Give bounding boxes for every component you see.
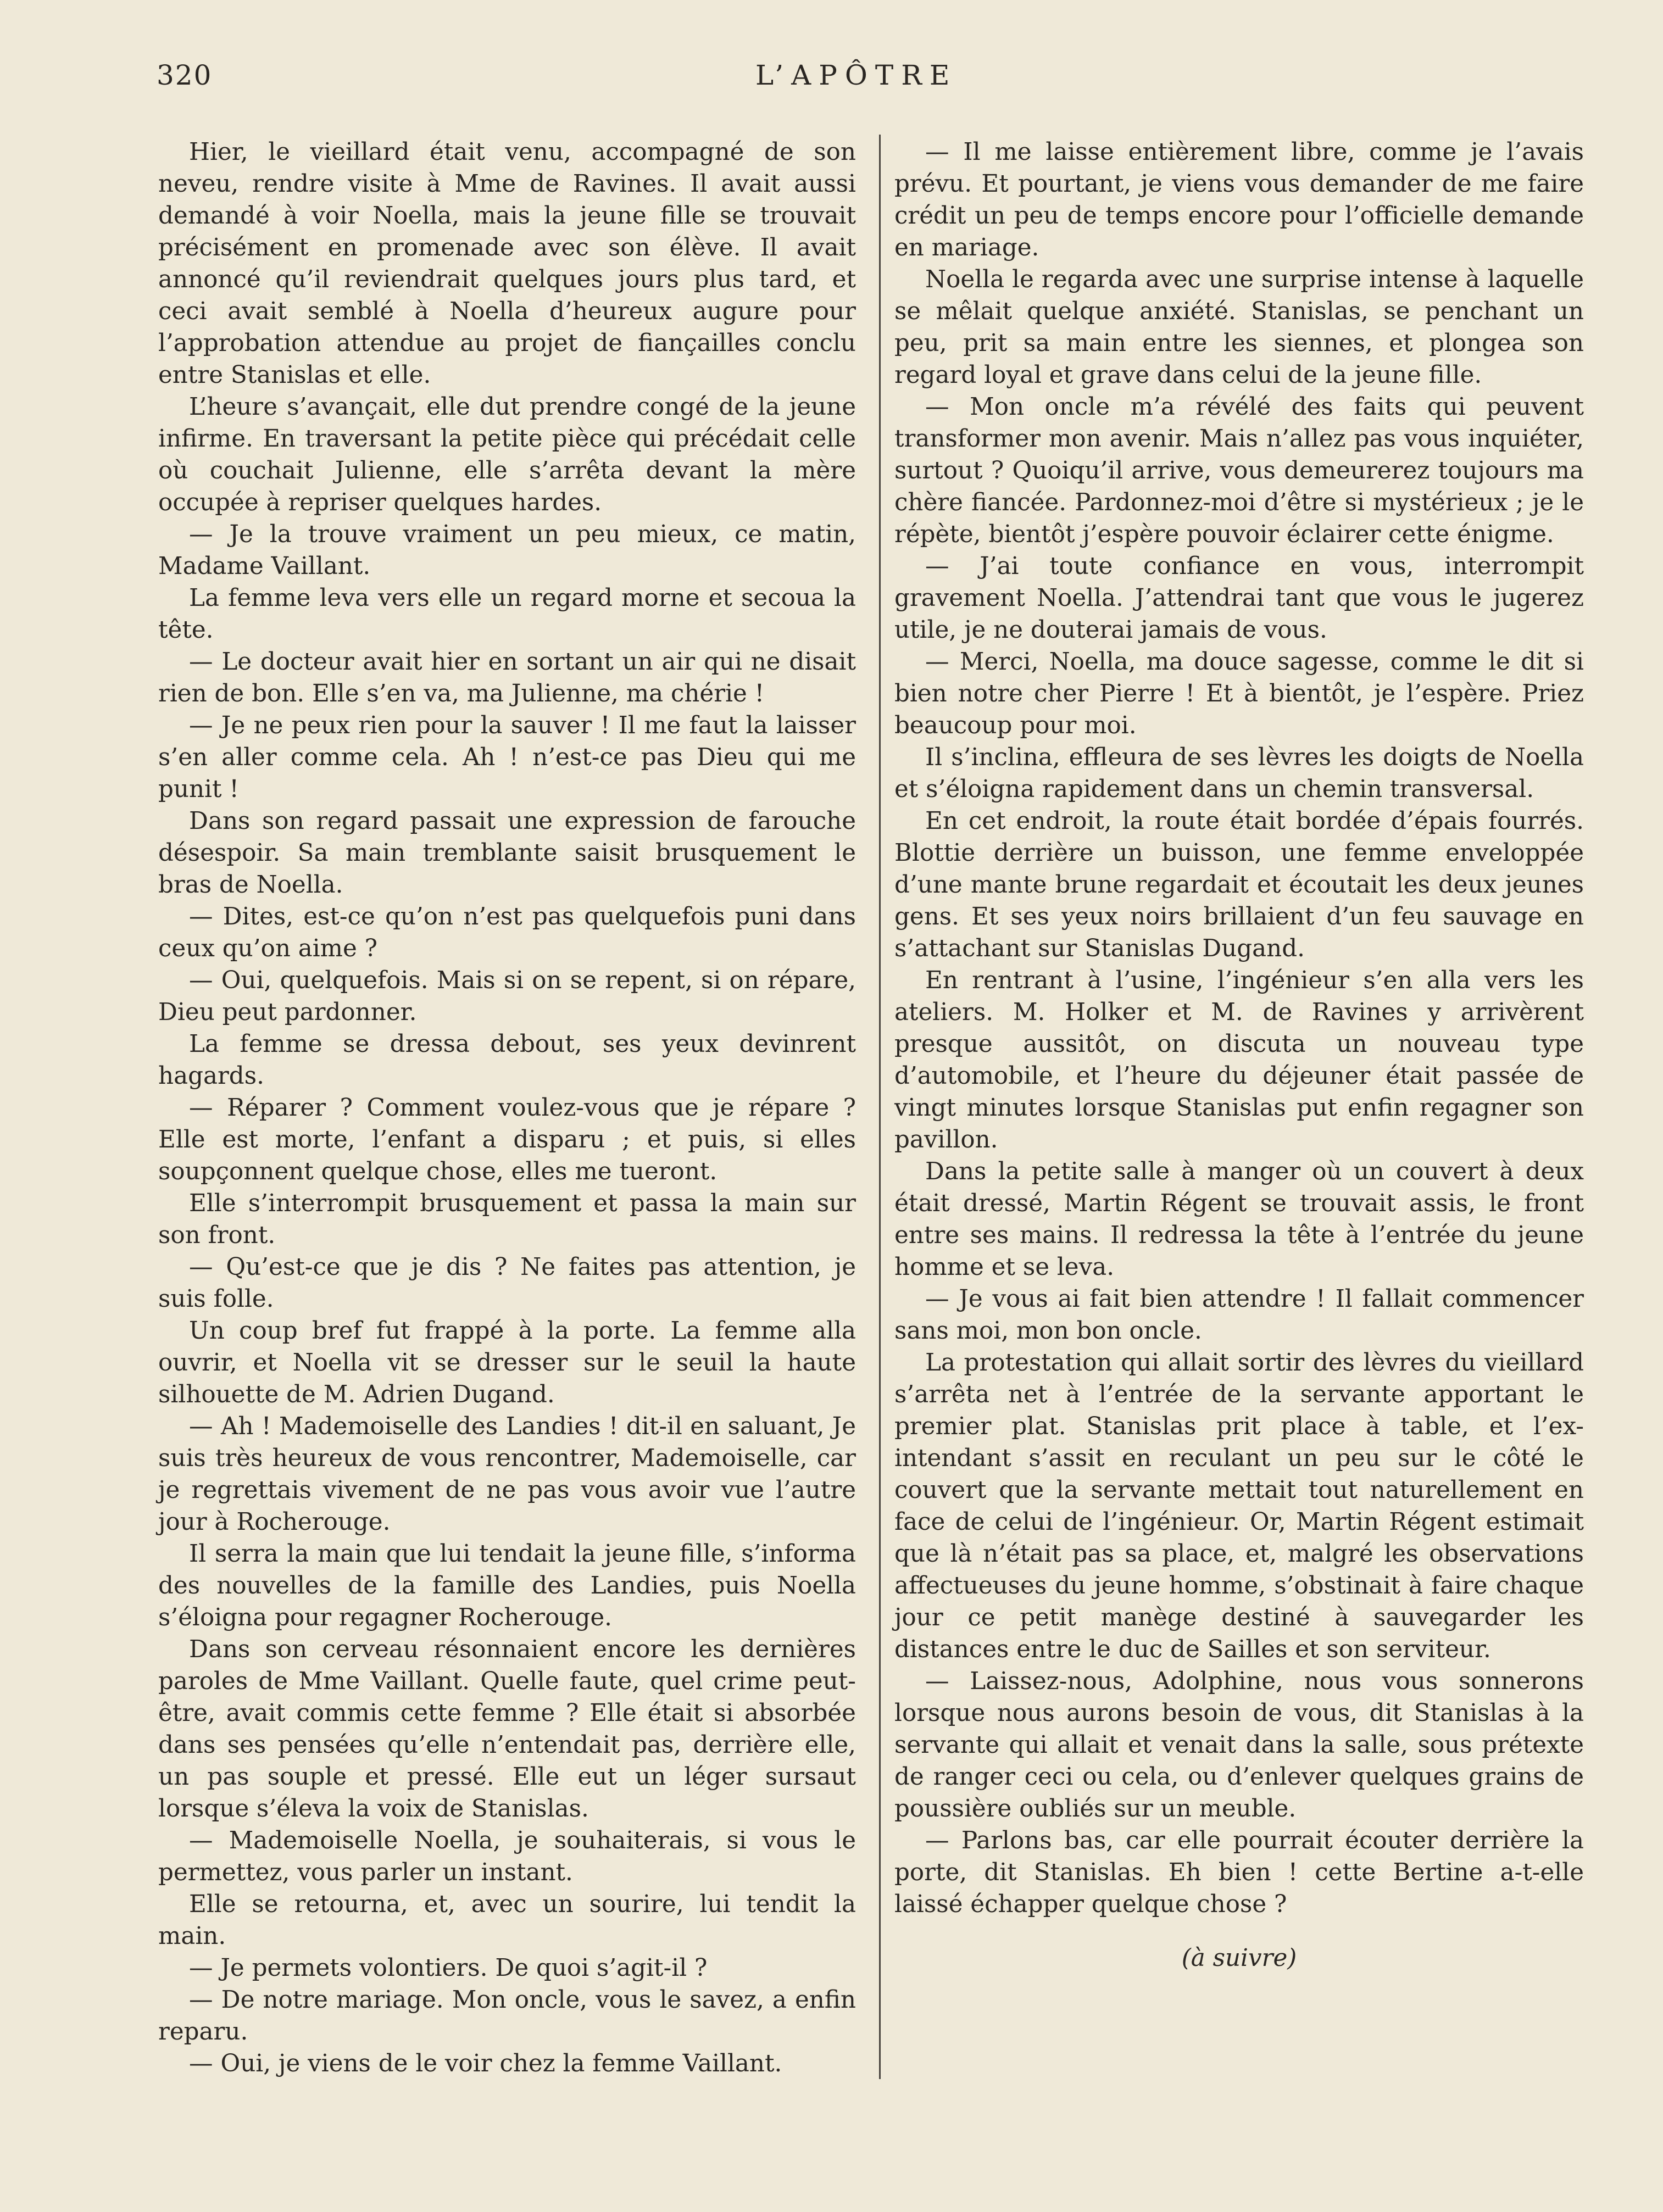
page-header <box>157 59 1536 103</box>
paragraph: En cet endroit, la route était bordée d’épais fourrés. Blottie derrière un buisson, une femme enveloppée d’une mante brune regardait et écoutait les deux jeunes gens. Et ses yeux noirs brillaient d’un feu sauvage en s’attachant sur Stanislas Dugand. <box>894 807 1584 962</box>
paragraph: La protestation qui allait sortir des lèvres du vieillard s’arrêta net à l’entrée de la servante apportant le premier plat. Stanislas prit place à table, et l’ex-intendant s’assit en reculant un peu sur le côté le couvert que la servante mettait tout naturellement en face de celui de l’ingénieur. Or, Martin Régent estimait que là n’était pas sa place, et, malgré les observations affectueuses du jeune homme, s’obstinait à faire chaque jour ce petit manège destiné à sauvegarder les distances entre le duc de Sailles et son serviteur. <box>894 1349 1584 1663</box>
paragraph: La femme se dressa debout, ses yeux devinrent hagards. <box>158 1030 856 1090</box>
paragraph: — Il me laisse entièrement libre, comme je l’avais prévu. Et pourtant, je viens vous demander de me faire crédit un peu de temps encore pour l’officielle demande en mariage. <box>894 138 1584 261</box>
paragraph: Dans son cerveau résonnaient encore les dernières paroles de Mme Vaillant. Quelle faute, quel crime peut-être, avait commis cette femme ? Elle était si absorbée dans ses pensées qu’elle n’entendait pas, derrière elle, un pas souple et pressé. Elle eut un léger sursaut lorsque s’éleva la voix de Stanislas. <box>158 1636 856 1823</box>
paragraph: — Je la trouve vraiment un peu mieux, ce matin, Madame Vaillant. <box>158 521 856 580</box>
paragraph: — Mademoiselle Noella, je souhaiterais, si vous le permettez, vous parler un instant. <box>158 1827 856 1886</box>
paragraph: Elle se retourna, et, avec un sourire, lui tendit la main. <box>158 1891 856 1950</box>
paragraph: — Mon oncle m’a révélé des faits qui peuvent transformer mon avenir. Mais n’allez pas vous inquiéter, surtout ? Quoiqu’il arrive, vous demeurerez toujours ma chère fiancée. Pardonnez-moi d’être si mystérieux ; je le répète, bientôt j’espère pouvoir éclairer cette énigme. <box>894 393 1584 548</box>
paragraph: — J’ai toute confiance en vous, interrompit gravement Noella. J’attendrai tant que vous le jugerez utile, je ne douterai jamais de vous. <box>894 553 1584 644</box>
paragraph: — Ah ! Mademoiselle des Landies ! dit-il en saluant, Je suis très heureux de vous rencontrer, Mademoiselle, car je regrettais vivement de ne pas vous avoir vue l’autre jour à Rocherouge. <box>158 1413 856 1536</box>
paragraph: — Je permets volontiers. De quoi s’agit-il ? <box>189 1954 708 1982</box>
paragraph: En rentrant à l’usine, l’ingénieur s’en alla vers les ateliers. M. Holker et M. de Ravines y arrivèrent presque aussitôt, on discuta un nouveau type d’automobile, et l’heure du déjeuner était passée de vingt minutes lorsque Stanislas put enfin regagner son pavillon. <box>894 967 1584 1154</box>
paragraph: — Je vous ai fait bien attendre ! Il fallait commencer sans moi, mon bon oncle. <box>894 1285 1584 1345</box>
paragraph: Noella le regarda avec une surprise intense à laquelle se mêlait quelque anxiété. Stanislas, se penchant un peu, prit sa main entre les siennes, et plongea son regard loyal et grave dans celui de la jeune fille. <box>894 266 1584 389</box>
paragraph: — Réparer ? Comment voulez-vous que je répare ? Elle est morte, l’enfant a disparu ; et puis, si elles soupçonnent quelque chose, elles me tueront. <box>158 1094 856 1185</box>
paragraph: La femme leva vers elle un regard morne et secoua la tête. <box>158 584 856 644</box>
left-column <box>158 136 856 2080</box>
paragraph: Il serra la main que lui tendait la jeune fille, s’informa des nouvelles de la famille des Landies, puis Noella s’éloigna pour regagner Rocherouge. <box>158 1540 856 1631</box>
right-column <box>894 136 1584 1974</box>
paragraph: — Oui, quelquefois. Mais si on se repent, si on répare, Dieu peut pardonner. <box>158 967 856 1026</box>
paragraph: Il s’inclina, effleura de ses lèvres les doigts de Noella et s’éloigna rapidement dans un chemin transversal. <box>894 744 1584 803</box>
paragraph: — Laissez-nous, Adolphine, nous vous sonnerons lorsque nous aurons besoin de vous, dit Stanislas à la servante qui allait et venait dans la salle, sous prétexte de ranger ceci ou cela, ou d’enlever quelques grains de poussière oubliés sur un meuble. <box>894 1668 1584 1823</box>
running-title: L’APÔTRE <box>755 59 958 91</box>
paragraph: L’heure s’avançait, elle dut prendre congé de la jeune infirme. En traversant la petite pièce qui précédait celle où couchait Julienne, elle s’arrêta devant la mère occupée à repriser quelques hardes. <box>158 393 856 516</box>
paragraph: Hier, le vieillard était venu, accompagné de son neveu, rendre visite à Mme de Ravines. Il avait aussi demandé à voir Noella, mais la jeune fille se trouvait précisément en promenade avec son élève. Il avait annoncé qu’il reviendrait quelques jours plus tard, et ceci avait semblé à Noella d’heureux augure pour l’approbation attendue au projet de fiançailles conclu entre Stanislas et elle. <box>158 138 856 389</box>
paragraph: — Je ne peux rien pour la sauver ! Il me faut la laisser s’en aller comme cela. Ah ! n’est-ce pas Dieu qui me punit ! <box>158 712 856 803</box>
paragraph: — Dites, est-ce qu’on n’est pas quelquefois puni dans ceux qu’on aime ? <box>158 903 856 962</box>
paragraph: Elle s’interrompit brusquement et passa la main sur son front. <box>158 1190 856 1249</box>
paragraph: — Parlons bas, car elle pourrait écouter derrière la porte, dit Stanislas. Eh bien ! cette Bertine a-t-elle laissé échapper quelque chose ? <box>894 1827 1584 1918</box>
paragraph: Dans la petite salle à manger où un couvert à deux était dressé, Martin Régent se trouvait assis, le front entre ses mains. Il redressa la tête à l’entrée du jeune homme et se leva. <box>894 1158 1584 1281</box>
paragraph: Dans son regard passait une expression de farouche désespoir. Sa main tremblante saisit brusquement le bras de Noella. <box>158 807 856 899</box>
page-number: 320 <box>157 59 213 91</box>
to-be-continued: (à suivre) <box>1181 1944 1297 1972</box>
paragraph: — Oui, je viens de le voir chez la femme Vaillant. <box>189 2050 782 2077</box>
paragraph: Un coup bref fut frappé à la porte. La femme alla ouvrir, et Noella vit se dresser sur le seuil la haute silhouette de M. Adrien Dugand. <box>158 1317 856 1408</box>
column-divider <box>879 135 881 2079</box>
paragraph: — De notre mariage. Mon oncle, vous le savez, a enfin reparu. <box>158 1986 856 2046</box>
paragraph: — Le docteur avait hier en sortant un air qui ne disait rien de bon. Elle s’en va, ma Julienne, ma chérie ! <box>158 648 856 707</box>
paragraph: — Merci, Noella, ma douce sagesse, comme le dit si bien notre cher Pierre ! Et à bientôt, je l’espère. Priez beaucoup pour moi. <box>894 648 1584 739</box>
paragraph: — Qu’est-ce que je dis ? Ne faites pas attention, je suis folle. <box>158 1253 856 1313</box>
